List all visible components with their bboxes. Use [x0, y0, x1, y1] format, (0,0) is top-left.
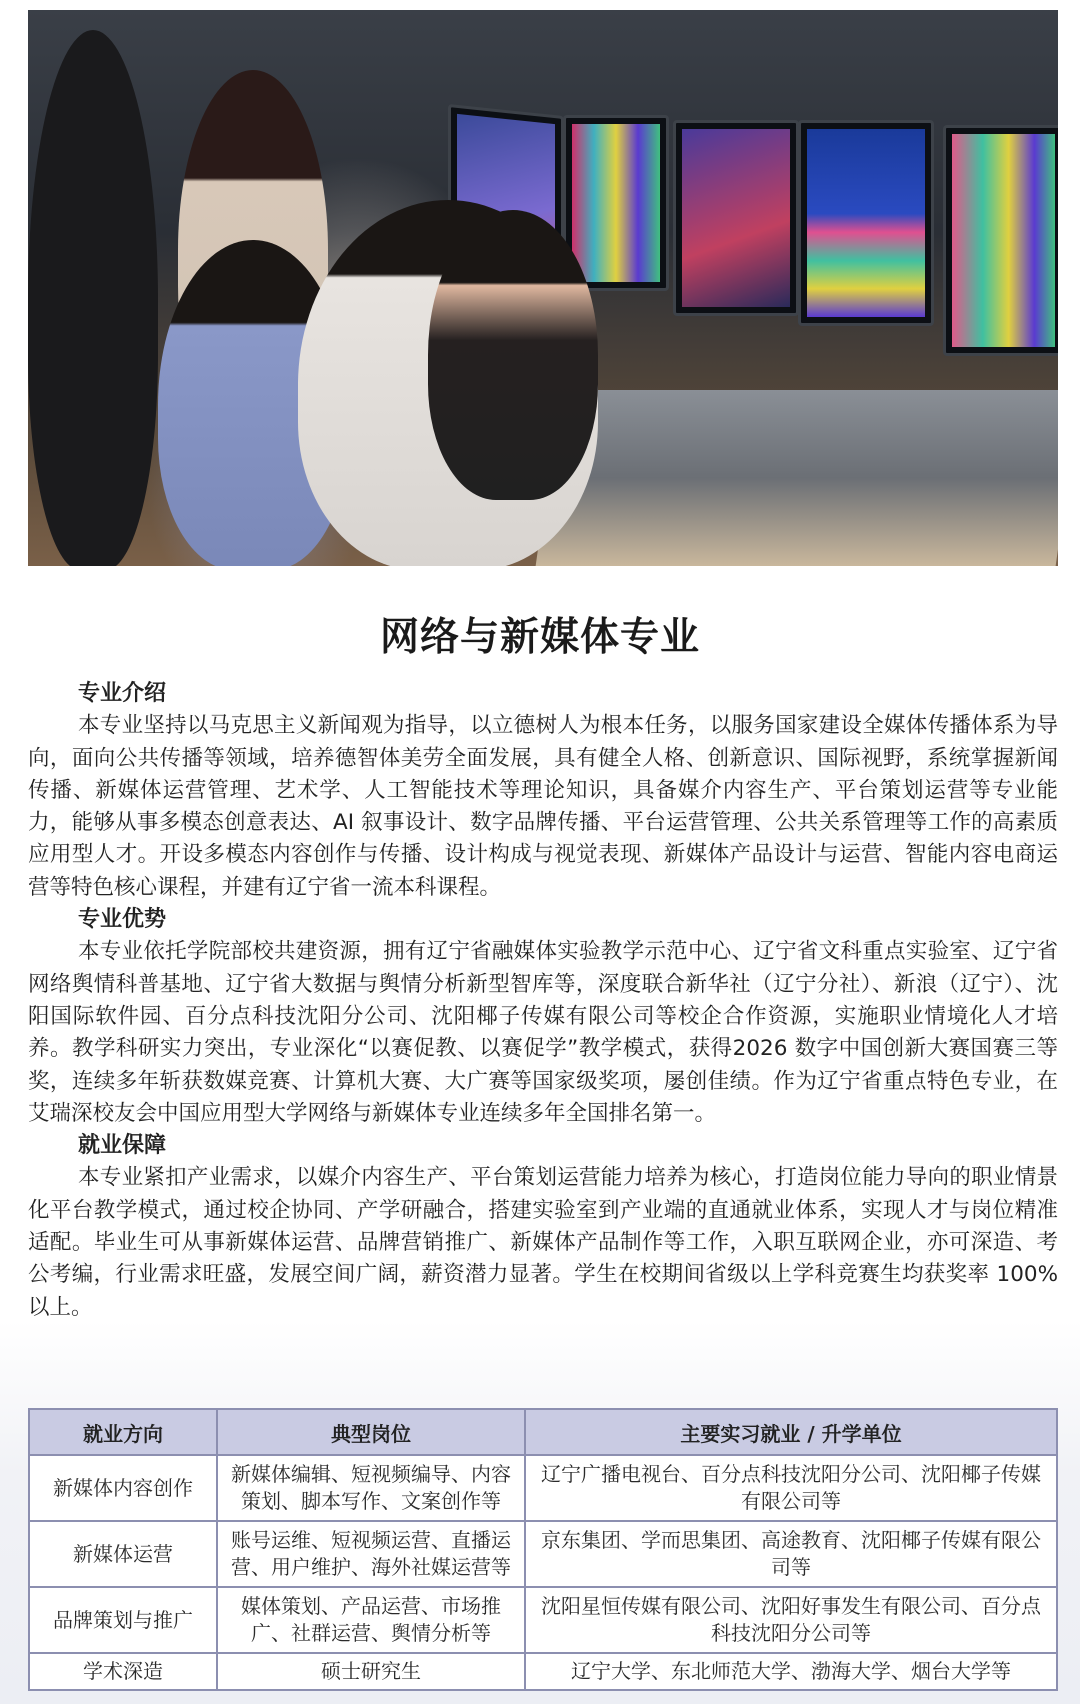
cell-units: 辽宁大学、东北师范大学、渤海大学、烟台大学等	[525, 1653, 1057, 1690]
cell-direction: 学术深造	[29, 1653, 217, 1690]
section-heading-advantage: 专业优势	[78, 907, 167, 933]
cell-direction: 品牌策划与推广	[29, 1587, 217, 1653]
table-row	[29, 1587, 1057, 1653]
monitor-3	[673, 120, 799, 316]
section-heading-employment: 就业保障	[78, 1133, 167, 1159]
cell-units: 沈阳星恒传媒有限公司、沈阳好事发生有限公司、百分点科技沈阳分公司等	[525, 1587, 1057, 1653]
section-text-employment: 本专业紧扣产业需求，以媒介内容生产、平台策划运营能力培养为核心，打造岗位能力导向的职业情景化平台教学模式，通过校企协同、产学研融合，搭建实验室到产业端的直通就业体系，实现人才与岗位精准适配。毕业生可从事新媒体运营、品牌营销推广、新媒体产品制作等工作，入职互联网企业，亦可深造、考公考编，行业需求旺盛，发展空间广阔，薪资潜力显著。学生在校期间省级以上学科竞赛生均获奖率 100% 以上。	[28, 1165, 1058, 1320]
person-girl-pointing	[428, 210, 598, 500]
cell-units: 辽宁广播电视台、百分点科技沈阳分公司、沈阳椰子传媒有限公司等	[525, 1455, 1057, 1521]
employment-table	[28, 1408, 1058, 1691]
header-direction: 就业方向	[29, 1409, 217, 1455]
cell-units: 京东集团、学而思集团、高途教育、沈阳椰子传媒有限公司等	[525, 1521, 1057, 1587]
section-text-advantage: 本专业依托学院部校共建资源，拥有辽宁省融媒体实验教学示范中心、辽宁省文科重点实验室、辽宁省网络舆情科普基地、辽宁省大数据与舆情分析新型智库等，深度联合新华社（辽宁分社）、新浪（辽宁）、沈阳国际软件园、百分点科技沈阳分公司、沈阳椰子传媒有限公司等校企合作资源，实施职业情境化人才培养。教学科研实力突出，专业深化“以赛促教、以赛促学”教学模式，获得2026 数字中国创新大赛国赛三等奖，连续多年斩获数媒竞赛、计算机大赛、大广赛等国家级奖项，屡创佳绩。作为辽宁省重点特色专业，在艾瑞深校友会中国应用型大学网络与新媒体专业连续多年全国排名第一。	[28, 939, 1058, 1126]
page-title: 网络与新媒体专业	[379, 615, 700, 660]
control-desk	[536, 390, 1058, 566]
person-standing-left	[28, 30, 158, 566]
cell-direction: 新媒体内容创作	[29, 1455, 217, 1521]
cell-direction: 新媒体运营	[29, 1521, 217, 1587]
table-row	[29, 1521, 1057, 1587]
section-text-intro: 本专业坚持以马克思主义新闻观为指导，以立德树人为根本任务，以服务国家建设全媒体传播体系为导向，面向公共传播等领域，培养德智体美劳全面发展，具有健全人格、创新意识、国际视野，系统掌握新闻传播、新媒体运营管理、艺术学、人工智能技术等理论知识，具备媒介内容生产、平台策划运营等专业能力，能够从事多模态创意表达、AI 叙事设计、数字品牌传播、平台运营管理、公共关系管理等工作的高素质应用型人才。开设多模态内容创作与传播、设计构成与视觉表现、新媒体产品设计与运营、智能内容电商运营等特色核心课程，并建有辽宁省一流本科课程。	[28, 713, 1058, 900]
table-row	[29, 1653, 1057, 1690]
monitor-4	[798, 120, 934, 326]
monitor-5	[943, 125, 1058, 356]
table-header-row	[29, 1409, 1057, 1455]
cell-positions: 硕士研究生	[217, 1653, 525, 1690]
body-text	[28, 678, 1058, 1324]
classroom-photo	[28, 10, 1058, 566]
section-heading-intro: 专业介绍	[78, 681, 167, 706]
cell-positions: 新媒体编辑、短视频编导、内容策划、脚本写作、文案创作等	[217, 1455, 525, 1521]
table-row	[29, 1455, 1057, 1521]
cell-positions: 账号运维、短视频运营、直播运营、用户维护、海外社媒运营等	[217, 1521, 525, 1587]
header-units: 主要实习就业 / 升学单位	[525, 1409, 1057, 1455]
header-positions: 典型岗位	[217, 1409, 525, 1455]
cell-positions: 媒体策划、产品运营、市场推广、社群运营、舆情分析等	[217, 1587, 525, 1653]
